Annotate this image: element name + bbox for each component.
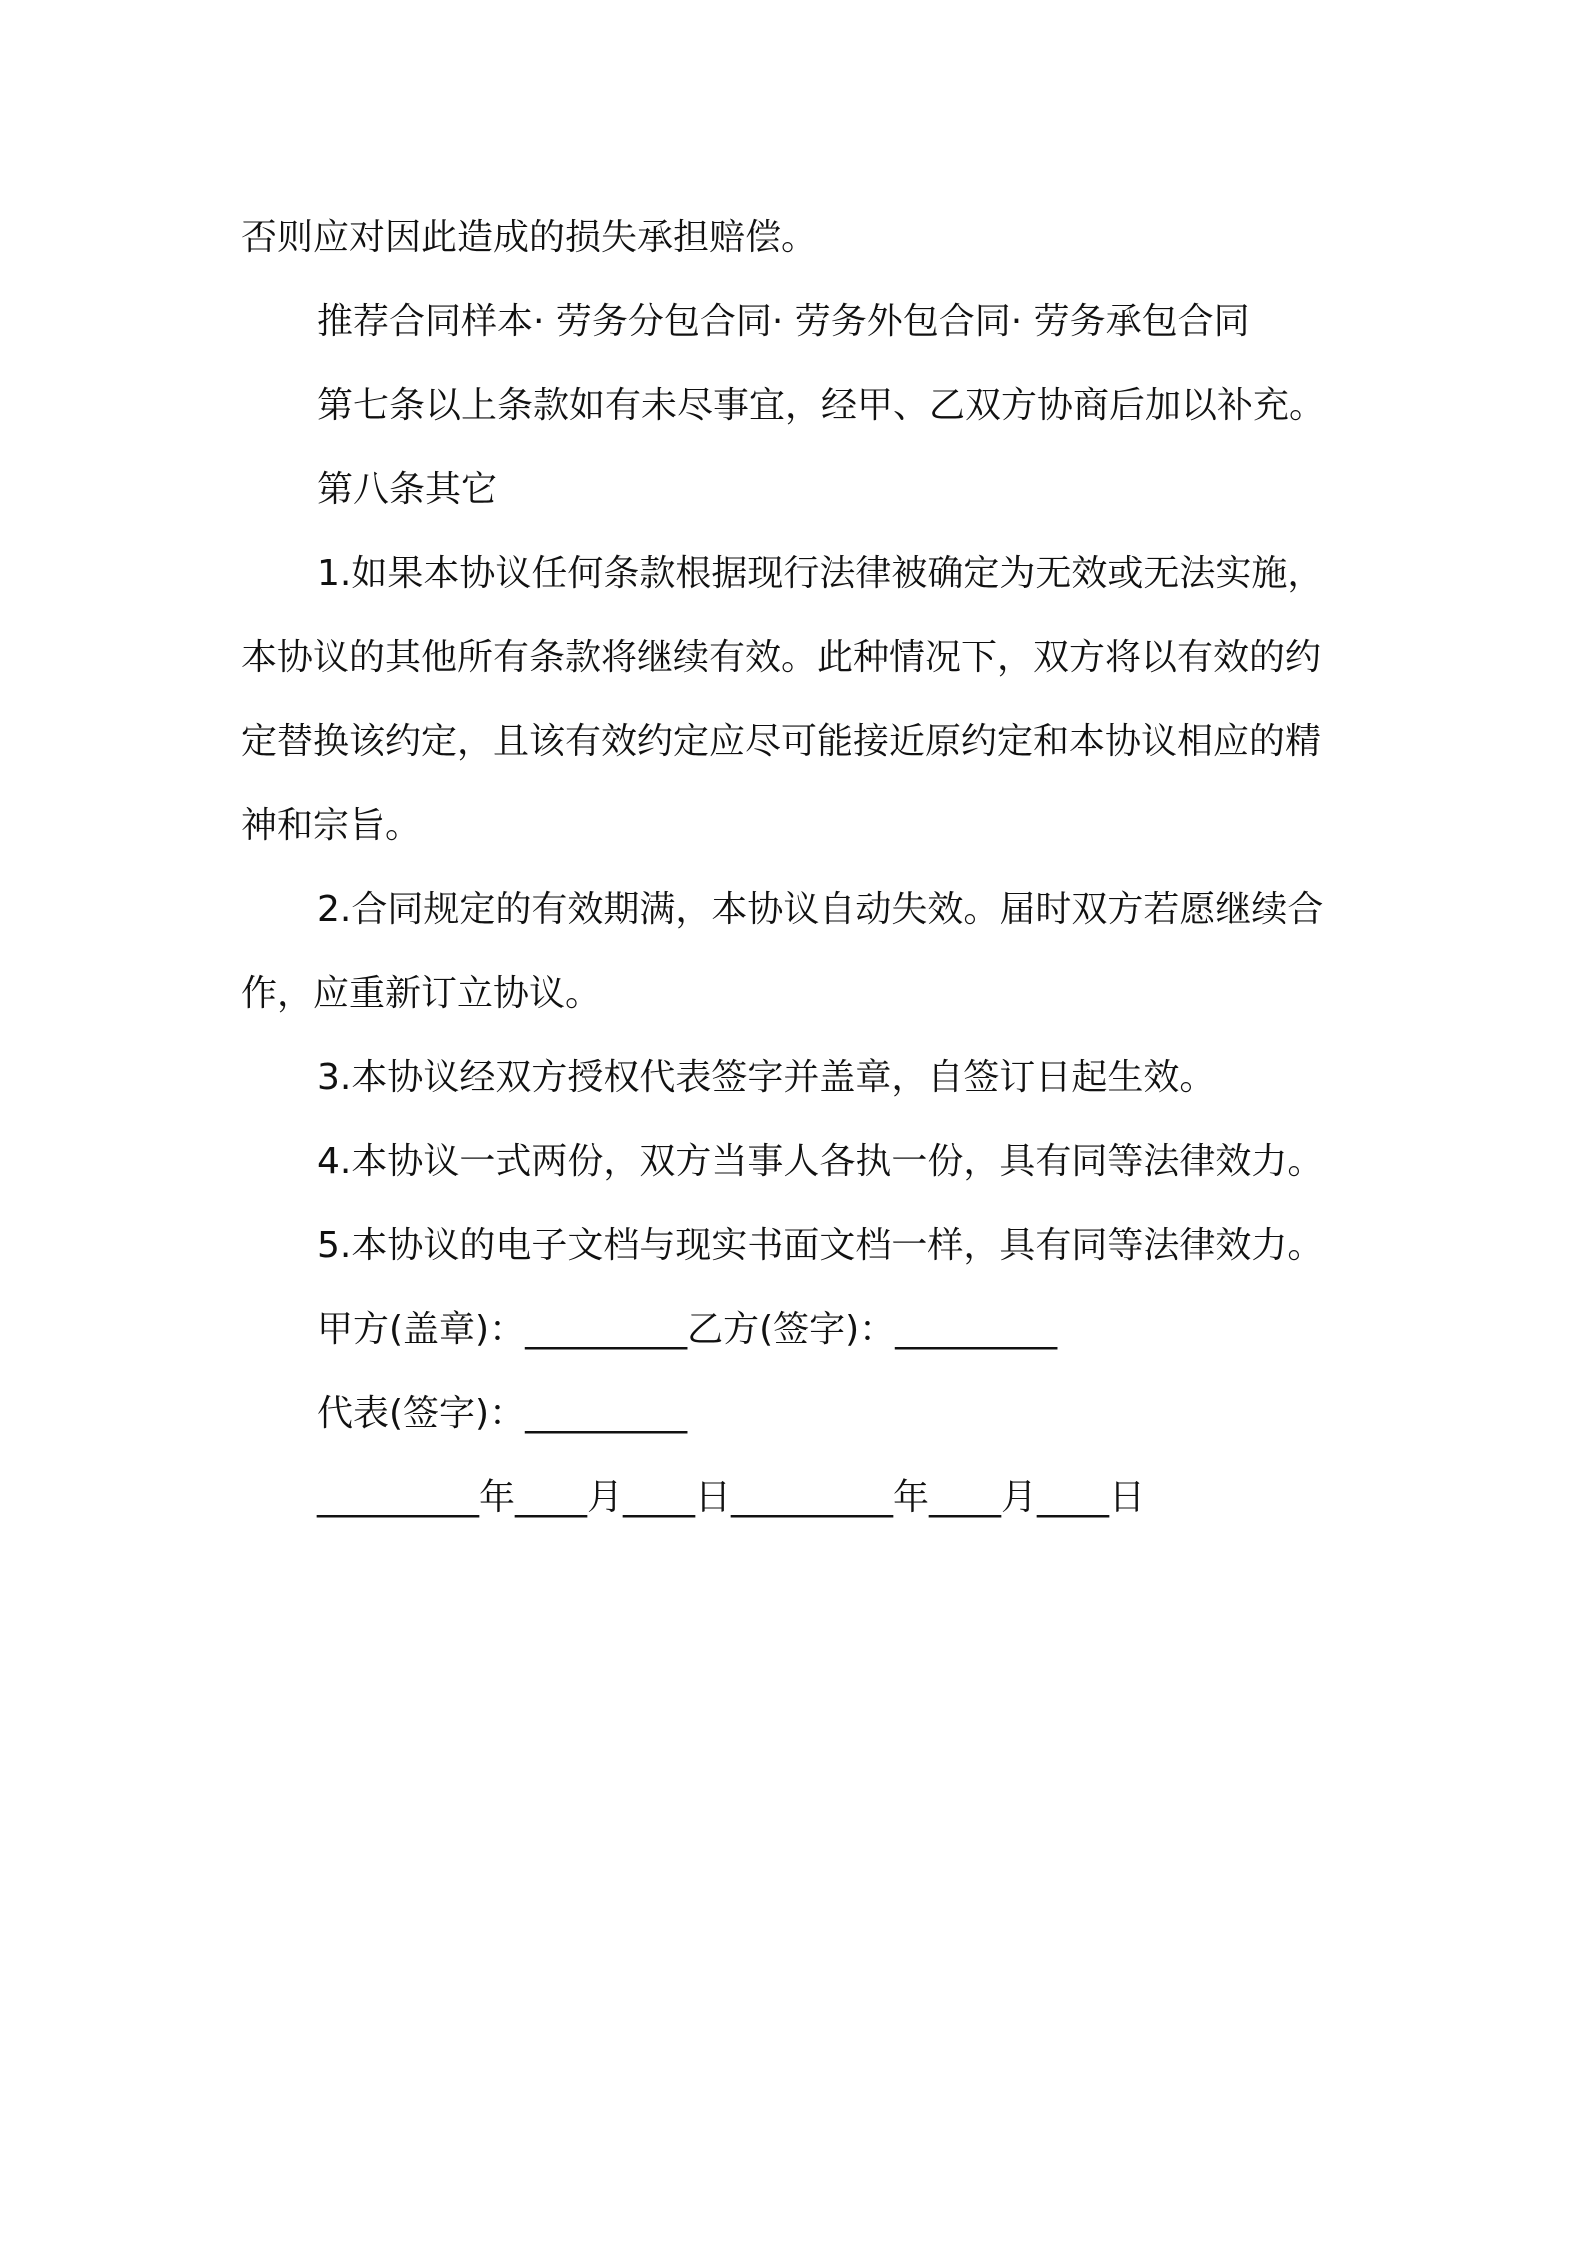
signature-date-line: _________年____月____日_________年____月____日 — [317, 1477, 1145, 1518]
clause-2-line: 2.合同规定的有效期满，本协议自动失效。届时双方若愿继续合 — [317, 889, 1324, 930]
representative-signature-line: 代表(签字)：_________ — [317, 1393, 688, 1434]
clause-1-line: 1.如果本协议任何条款根据现行法律被确定为无效或无法实施， — [317, 553, 1324, 594]
clause-5: 5.本协议的电子文档与现实书面文档一样，具有同等法律效力。 — [317, 1225, 1324, 1266]
clause-4: 4.本协议一式两份，双方当事人各执一份，具有同等法律效力。 — [317, 1141, 1324, 1182]
article-eight-heading: 第八条其它 — [317, 469, 498, 510]
recommended-contracts-line: 推荐合同样本· 劳务分包合同· 劳务外包合同· 劳务承包合同 — [317, 301, 1250, 342]
paragraph-line: 否则应对因此造成的损失承担赔偿。 — [241, 217, 818, 258]
document-body — [241, 196, 1361, 1540]
article-seven: 第七条以上条款如有未尽事宜，经甲、乙双方协商后加以补充。 — [317, 385, 1326, 426]
clause-1-line: 本协议的其他所有条款将继续有效。此种情况下，双方将以有效的约 — [241, 637, 1322, 678]
signature-parties-line: 甲方(盖章)：_________乙方(签字)：_________ — [317, 1309, 1058, 1350]
clause-2-line: 作，应重新订立协议。 — [241, 973, 602, 1014]
clause-3: 3.本协议经双方授权代表签字并盖章，自签订日起生效。 — [317, 1057, 1216, 1098]
clause-1-line: 神和宗旨。 — [241, 805, 422, 846]
clause-1-line: 定替换该约定，且该有效约定应尽可能接近原约定和本协议相应的精 — [241, 721, 1322, 762]
